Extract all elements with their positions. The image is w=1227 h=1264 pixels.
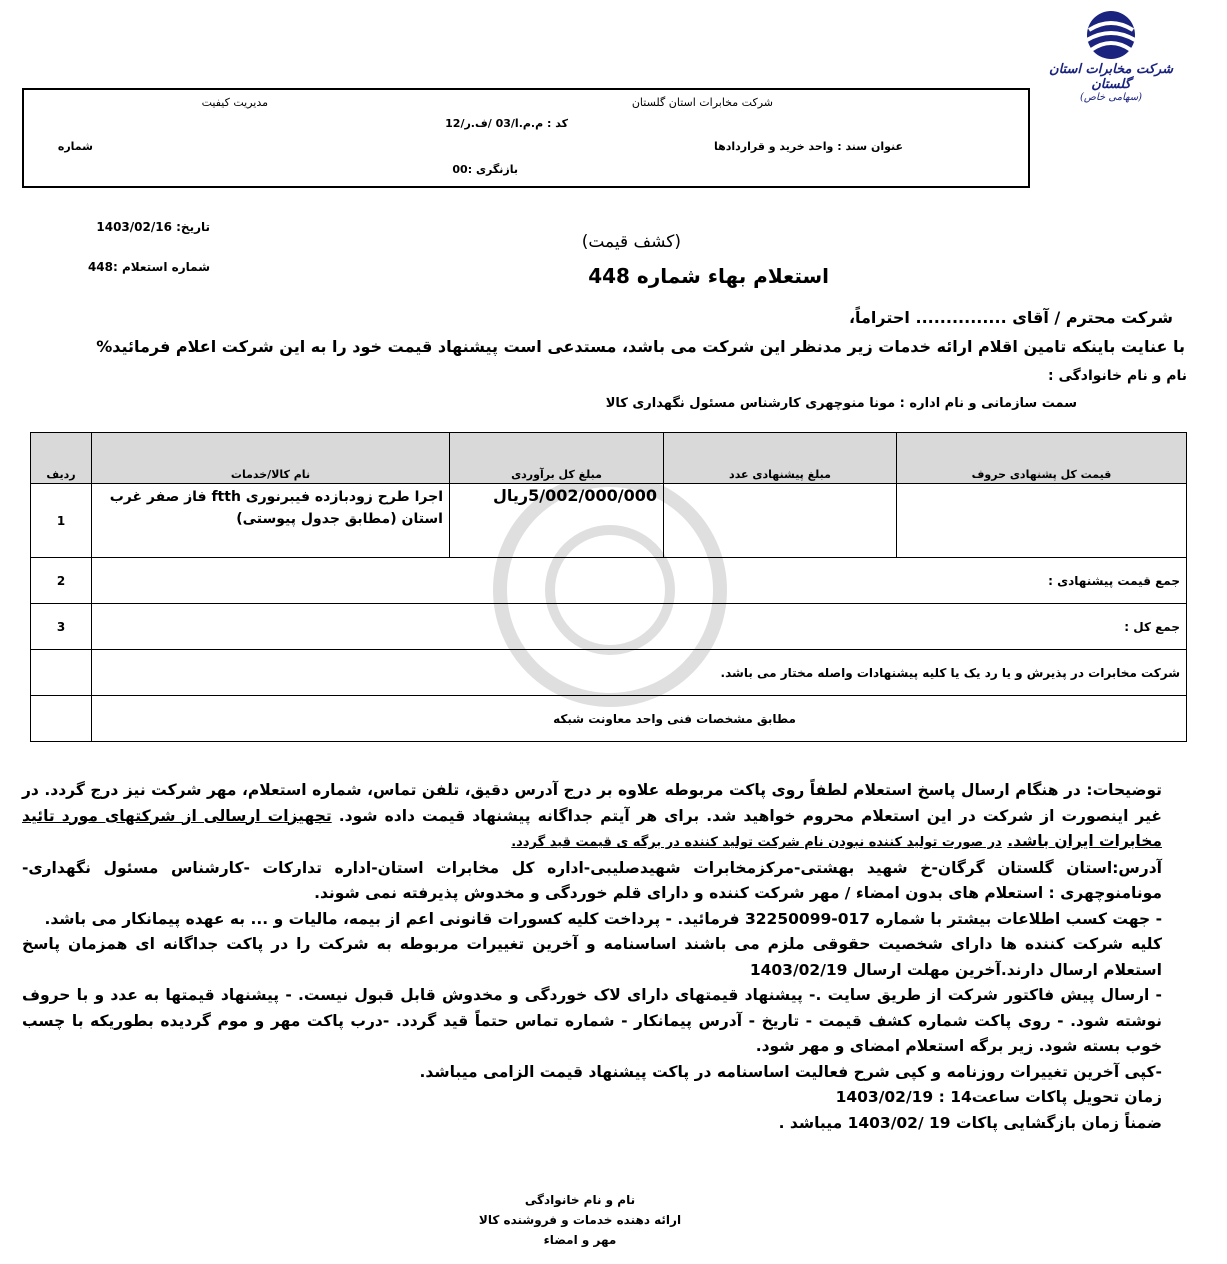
header-offer-num: مبلغ پیشنهادی عدد xyxy=(664,433,897,484)
note-rejection: شرکت مخابرات در پذیرش و یا رد یک یا کلیه پیشنهادات واصله مختار می باشد. xyxy=(92,650,1187,696)
header-row: ردیف xyxy=(31,433,92,484)
note-paragraph: - ارسال پیش فاکتور شرکت از طریق سایت .- پیشنهاد قیمتهای دارای لاک خوردگی و مخدوش قابل قبول نیست. - پیشنهاد قیمتها به عدد و با حروف نوشته شود. - روی پاکت شماره کشف قیمت - تاریخ - آدرس پیمانکار - شماره تماس حتماً قید گردد. -درب پاکت مهر و موم گردیده بطوریکه با چسب خوب بسته شود. زیر برگه استعلام امضای و مهر شود. xyxy=(22,986,1162,1055)
items-table xyxy=(30,432,1187,742)
note-paragraph: زمان تحویل پاکات ساعت14 : 1403/02/19 xyxy=(835,1088,1162,1106)
row1-offer-num[interactable] xyxy=(664,484,897,558)
signature-block xyxy=(440,1190,720,1250)
header-code: کد : م.م.ا/03 /ف.ر/12 xyxy=(445,117,568,130)
notes-section xyxy=(22,778,1162,1136)
sum-label: جمع قیمت پیشنهادی : xyxy=(92,558,1187,604)
row1-estimate: 5/002/000/000ریال xyxy=(450,484,664,558)
date-label: تاریخ: 1403/02/16 xyxy=(96,220,210,234)
logo-emblem-icon xyxy=(1079,8,1143,62)
name-label: نام و نام خانوادگی : xyxy=(1047,368,1187,384)
empty-cell xyxy=(31,650,92,696)
logo-name: شرکت مخابرات استان گلستان xyxy=(1049,62,1173,92)
note-specs: مطابق مشخصات فنی واحد معاونت شبکه xyxy=(92,696,1187,742)
header-number-label: شماره xyxy=(57,140,93,153)
total-num: 3 xyxy=(31,604,92,650)
table-row xyxy=(31,696,1187,742)
note-paragraph: - جهت کسب اطلاعات بیشتر با شماره 017-32250099 فرمائید. - پرداخت کلیه کسورات قانونی اعم از بیمه، مالیات و ... به عهده پیمانکار می باشد. xyxy=(44,909,1162,928)
header-revision: بازنگری :00 xyxy=(452,163,518,176)
note-paragraph: آدرس:استان گلستان گرگان-خ شهید بهشتی-مرکزمخابرات شهیدصلیبی-اداره کل مخابرات استان-اداره تداركات -كارشناس مسئول نگهداری-مونامنوچهری : استعلام های بدون امضاء / مهر شرکت کننده و دارای قلم خوردگی و مخدوش پذیرفته نمی شوند. xyxy=(22,858,1162,902)
note-p1-small: در صورت تولید کننده نبودن نام شرکت تولید کننده در برگه ی قیمت قید گردد. xyxy=(511,835,1002,850)
inquiry-number: شماره استعلام :448 xyxy=(87,260,210,274)
note-p1: توضیحات: در هنگام ارسال پاسخ استعلام لطفاً روی پاکت مربوطه علاوه بر درج آدرس دقیق، تلفن تماس، شماره استعلام، مهر شرکت نیز درج گردد. در غیر اینصورت از شرکت در این استعلام محروم خواهید شد. برای هر آیتم جداگانه پیشنهاد قیمت داده شود. xyxy=(22,781,1162,825)
header-doc-title: عنوان سند : واحد خرید و قراردادها xyxy=(713,140,903,153)
row1-item: اجرا طرح زودبازده فیبرنوری ftth فاز صفر غرب استان (مطابق جدول پیوستی) xyxy=(92,484,450,558)
note-paragraph xyxy=(22,778,1162,856)
logo-subtitle: (سهامی خاص) xyxy=(1079,92,1143,103)
document-header-box xyxy=(22,88,1030,188)
footer-provider: ارائه دهنده خدمات و فروشنده کالا xyxy=(478,1213,682,1227)
header-item: نام کالا/خدمات xyxy=(92,433,450,484)
header-offer-words: قیمت کل پشنهادی حروف xyxy=(897,433,1187,484)
header-estimate: مبلغ کل برآوردی xyxy=(450,433,664,484)
note-paragraph: کلیه شرکت کننده ها دارای شخصیت حقوقی ملزم می باشند اساسنامه و آخرین تغییرات مربوطه به شرکت را در پاکت جداگانه ای همزمان پاسخ استعلام ارسال دارند.آخرین مهلت ارسال 1403/02/19 xyxy=(22,935,1162,979)
row1-offer-words[interactable] xyxy=(897,484,1187,558)
table-row xyxy=(31,484,1187,558)
row1-num: 1 xyxy=(31,484,92,558)
subtitle-price-discovery: (کشف قیمت) xyxy=(581,232,681,252)
note-paragraph: -کپی آخرین تغییرات روزنامه و کپی شرح فعالیت اساسنامه در پاکت پیشنهاد قیمت الزامی میباشد. xyxy=(419,1062,1162,1081)
table-row xyxy=(31,604,1187,650)
note-p1-underlined: تجهیزات ارسالی از شرکتهای مورد تائید مخابرات ایران باشد. xyxy=(22,806,1162,850)
position-line: سمت سازمانی و نام اداره : مونا منوچهری کارشناس مسئول نگهداری کالا xyxy=(605,396,1077,411)
header-department: مدیریت کیفیت xyxy=(201,96,268,109)
footer-seal: مهر و امضاء xyxy=(543,1233,617,1247)
total-label: جمع کل : xyxy=(92,604,1187,650)
table-header-row xyxy=(31,433,1187,484)
sum-num: 2 xyxy=(31,558,92,604)
footer-name: نام و نام خانوادگی xyxy=(524,1193,636,1207)
table-row xyxy=(31,650,1187,696)
header-company: شرکت مخابرات استان گلستان xyxy=(631,96,773,109)
empty-cell xyxy=(31,696,92,742)
note-paragraph: ضمناً زمان بازگشایی پاکات 19 /1403/02 میباشد . xyxy=(778,1113,1162,1132)
company-logo xyxy=(1036,8,1186,120)
addressee-line: شرکت محترم / آقای ............... احتراماً، xyxy=(848,308,1173,327)
table-row xyxy=(31,558,1187,604)
request-line: با عنایت باینکه تامین اقلام ارائه خدمات زیر مدنظر این شرکت می باشد، مستدعی است پیشنهاد قیمت خود را به این شرکت اعلام فرمائید% xyxy=(96,337,1185,356)
main-title: استعلام بهاء شماره 448 xyxy=(588,264,829,288)
